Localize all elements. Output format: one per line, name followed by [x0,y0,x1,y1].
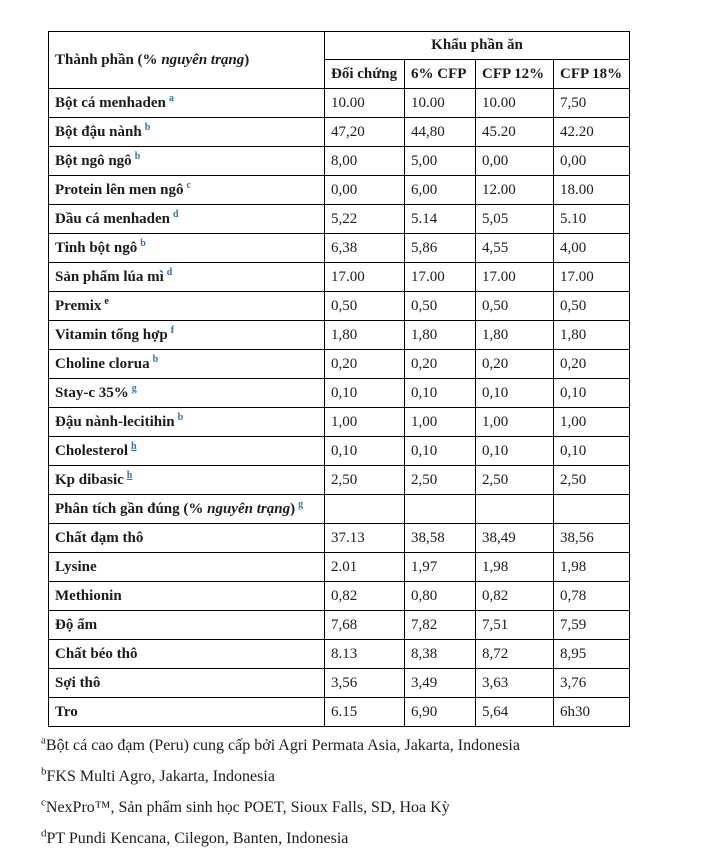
cell-value: 8,00 [325,147,405,176]
cell-value: 0,50 [476,292,554,321]
cell-value: 1,80 [325,321,405,350]
cell-value: 0,50 [405,292,476,321]
cell-value: 0,50 [325,292,405,321]
table-row [49,582,630,611]
cell-value: 5.10 [554,205,630,234]
footnote-marker: g [298,498,304,510]
cell-value: 6,90 [405,698,476,727]
footnote-marker: h [126,469,133,481]
column-header-control: Đối chứng [325,60,405,89]
table-row [49,263,630,292]
cell-value: 4,00 [554,234,630,263]
cell-value: 45.20 [476,118,554,147]
column-header-cfp6: 6% CFP [405,60,476,89]
cell-value: 5,64 [476,698,554,727]
cell-value: 5.14 [405,205,476,234]
cell-value: 6h30 [554,698,630,727]
cell-value: 0,10 [325,379,405,408]
row-label: Kp dibasic $^h$ [49,466,325,495]
cell-value: 0,82 [325,582,405,611]
table-row [49,147,630,176]
cell-value: 0,50 [554,292,630,321]
table-row [49,234,630,263]
cell-value: 37.13 [325,524,405,553]
cell-value: 6,38 [325,234,405,263]
footnote-marker: d [166,266,173,278]
cell-value: 1,80 [405,321,476,350]
row-label: Độ ẩm [49,611,325,640]
cell-value: 38,49 [476,524,554,553]
table-row [49,89,630,118]
cell-value: 1,98 [554,553,630,582]
row-label: Chất đạm thô [49,524,325,553]
table-row [49,669,630,698]
cell-value: 3,56 [325,669,405,698]
row-label: Premix $^e$ [49,292,325,321]
footnote-letter: b [41,765,47,778]
table-row [49,698,630,727]
table-row [49,611,630,640]
table-row [49,437,630,466]
cell-value: 12.00 [476,176,554,205]
column-group-header: Khẩu phần ăn [325,32,630,60]
cell-value: 5,00 [405,147,476,176]
footnote-text: PT Pundi Kencana, Cilegon, Banten, Indonesia [46,830,349,847]
cell-value: 3,49 [405,669,476,698]
cell-value: 1,00 [405,408,476,437]
row-label: Lysine [49,553,325,582]
cell-value: 7,68 [325,611,405,640]
cell-value: 4,55 [476,234,554,263]
cell-value: 0,78 [554,582,630,611]
footnote-marker: d [173,208,179,220]
footnote-marker: h [131,440,137,452]
cell-value: 7,51 [476,611,554,640]
row-label: Cholesterol $^h$ [49,437,325,466]
cell-value: 0,10 [554,437,630,466]
footnote-marker: a [168,92,174,104]
footnote [41,792,691,823]
table-body [49,89,630,727]
cell-value: 17.00 [405,263,476,292]
cell-value: 0,10 [405,379,476,408]
table-row [49,524,630,553]
row-label: Protein lên men ngô $^c$ [49,176,325,205]
cell-value: 2,50 [405,466,476,495]
cell-value: 5,22 [325,205,405,234]
cell-value: 6,00 [405,176,476,205]
cell-value: 1,80 [476,321,554,350]
footnote-marker: b [152,353,159,365]
table-row [49,379,630,408]
row-label: Chất béo thô [49,640,325,669]
footnote-marker: f [170,324,175,336]
cell-value [405,495,476,524]
cell-value: 47,20 [325,118,405,147]
cell-value: 17.00 [325,263,405,292]
row-label: Methionin [49,582,325,611]
cell-value: 2,50 [476,466,554,495]
row-label: Tinh bột ngô $^b$ [49,234,325,263]
cell-value: 1,00 [325,408,405,437]
row-label: Dầu cá menhaden $^d$ [49,205,325,234]
row-label: Bột ngô ngô $^b$ [49,147,325,176]
corner-header-italic: nguyên trạng [161,51,245,68]
cell-value: 1,98 [476,553,554,582]
footnote-marker: e [104,295,109,307]
cell-value: 38,58 [405,524,476,553]
cell-value: 0,00 [476,147,554,176]
row-label: Vitamin tổng hợp $^f$ [49,321,325,350]
cell-value: 17.00 [554,263,630,292]
row-label: Bột đậu nành $^b$ [49,118,325,147]
cell-value: 0,10 [476,437,554,466]
cell-value: 0,00 [554,147,630,176]
table-row [49,292,630,321]
footnote [41,730,691,761]
table-row [49,495,630,524]
row-label: Choline clorua $^b$ [49,350,325,379]
cell-value: 42.20 [554,118,630,147]
table-row [49,350,630,379]
cell-value: 0,82 [476,582,554,611]
cell-value: 3,63 [476,669,554,698]
cell-value: 18.00 [554,176,630,205]
corner-header-suffix: ) [244,51,250,68]
cell-value: 0,10 [476,379,554,408]
row-label: Sản phẩm lúa mì $^d$ [49,263,325,292]
cell-value: 10.00 [476,89,554,118]
cell-value: 7,50 [554,89,630,118]
cell-value: 2,50 [554,466,630,495]
cell-value [325,495,405,524]
cell-value: 6.15 [325,698,405,727]
column-header-ingredient [49,32,325,89]
footnote-marker: c [186,179,191,191]
cell-value: 1,80 [554,321,630,350]
cell-value: 38,56 [554,524,630,553]
cell-value: 3,76 [554,669,630,698]
table-row [49,466,630,495]
cell-value: 2,50 [325,466,405,495]
row-label: Stay-c 35% $^g$ [49,379,325,408]
column-header-cfp18: CFP 18% [554,60,630,89]
cell-value [554,495,630,524]
cell-value: 5,05 [476,205,554,234]
footnote-text: FKS Multi Agro, Jakarta, Indonesia [46,768,275,785]
footnote-marker: b [177,411,184,423]
footnote-letter: d [41,827,47,840]
cell-value: 0,20 [476,350,554,379]
cell-value: 0,10 [325,437,405,466]
footnote [41,761,691,792]
cell-value: 0,00 [325,176,405,205]
row-label: Phân tích gần đúng (% nguyên trạng) $^g$ [49,495,325,524]
footnote-marker: b [140,237,146,249]
cell-value: 7,82 [405,611,476,640]
cell-value: 8.13 [325,640,405,669]
cell-value: 17.00 [476,263,554,292]
cell-value: 10.00 [325,89,405,118]
column-header-cfp12: CFP 12% [476,60,554,89]
cell-value: 8,38 [405,640,476,669]
cell-value: 0,20 [405,350,476,379]
corner-header-text: Thành phần (% [55,51,162,68]
table-row [49,205,630,234]
header-row-group [49,32,630,60]
footnotes [41,730,691,854]
footnote-text: NexPro™, Sản phẩm sinh học POET, Sioux Falls, SD, Hoa Kỳ [45,799,450,816]
cell-value: 44,80 [405,118,476,147]
table-row [49,408,630,437]
cell-value: 10.00 [405,89,476,118]
footnote-marker: g [131,382,137,394]
table-row [49,176,630,205]
cell-value: 1,00 [476,408,554,437]
row-label: Bột cá menhaden $^a$ [49,89,325,118]
footnote-marker: b [134,150,141,162]
cell-value: 0,10 [554,379,630,408]
row-label: Tro [49,698,325,727]
composition-table [48,31,630,727]
cell-value: 0,80 [405,582,476,611]
cell-value: 8,95 [554,640,630,669]
cell-value [476,495,554,524]
row-label: Sợi thô [49,669,325,698]
cell-value: 0,10 [405,437,476,466]
footnote [41,823,691,854]
cell-value: 2.01 [325,553,405,582]
cell-value: 1,97 [405,553,476,582]
table-row [49,321,630,350]
cell-value: 0,20 [554,350,630,379]
row-label: Đậu nành-lecitihin $^b$ [49,408,325,437]
cell-value: 1,00 [554,408,630,437]
cell-value: 8,72 [476,640,554,669]
table-row [49,553,630,582]
footnote-letter: c [41,796,46,809]
cell-value: 0,20 [325,350,405,379]
footnote-marker: b [144,121,151,133]
table-row [49,640,630,669]
cell-value: 7,59 [554,611,630,640]
cell-value: 5,86 [405,234,476,263]
table-row [49,118,630,147]
footnote-letter: a [41,734,46,747]
footnote-text: Bột cá cao đạm (Peru) cung cấp bởi Agri Permata Asia, Jakarta, Indonesia [45,737,520,754]
